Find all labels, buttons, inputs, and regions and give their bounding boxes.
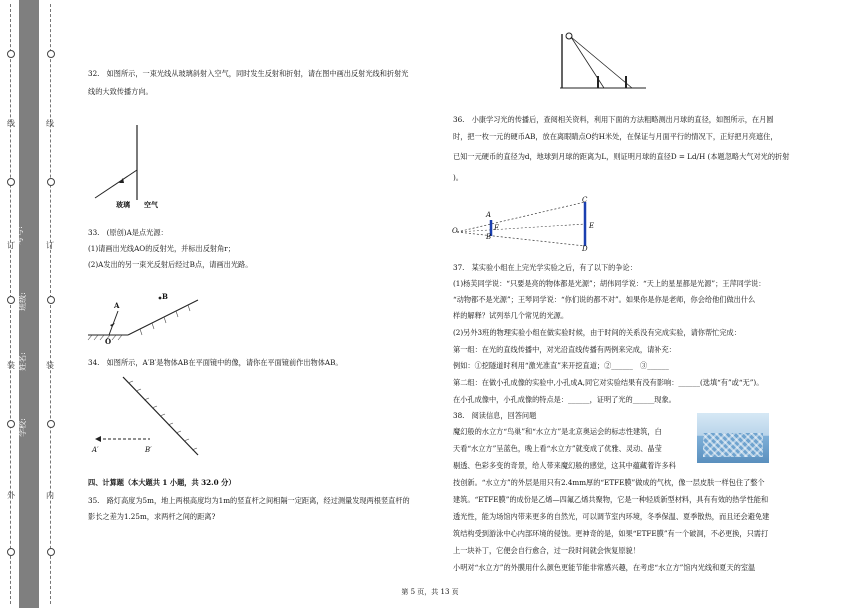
q36-text: )。 xyxy=(453,173,463,182)
q32-text: 32. 如图所示，一束光线从玻璃斜射入空气，同时发生反射和折射，请在图中画出反射光线和折射光 xyxy=(88,69,409,78)
q38-text: 上一块补丁，它便会自行愈合，过一段时间就会恢复原貌！ xyxy=(453,546,640,555)
gutter-fold-label: 装 xyxy=(7,361,15,370)
punch-circle xyxy=(47,548,55,556)
q35-lamp-figure xyxy=(560,30,650,90)
q35-text: 影长之差为1.25m，求两杆之间的距离? xyxy=(88,512,216,521)
inner-cut-line xyxy=(50,4,51,604)
q38-text: 筑结构受到游泳中心内部环境的侵蚀。更神奇的是，如果“ETFE膜”有一个破洞，不必更换，只需打 xyxy=(453,529,769,538)
q33-label-a: A xyxy=(114,301,120,310)
exam-no-label: 考号: xyxy=(14,226,24,245)
school-label: 学校: xyxy=(17,418,27,437)
q37-text: 样的解释？试列举几个常见的光源。 xyxy=(453,311,569,320)
gutter-line-label: 线 xyxy=(46,119,54,128)
punch-circle xyxy=(7,50,15,58)
punch-circle xyxy=(7,548,15,556)
gutter-fold-label: 装 xyxy=(46,361,54,370)
q37-text: 第二组：在做小孔成像的实验中,小孔成A,同它对实验结果有没有影响：______(选填“有”或“无”)。 xyxy=(453,378,764,387)
q36-text: 36. 小康学习光的传播后，查阅相关资料，利用下面的方法粗略测出月球的直径，如图所示，在月圆 xyxy=(453,115,774,124)
q36-text: 时，把一枚一元的硬币AB，放在离眼睛点O约H米处，在保证与月面平行的情况下，正好把月亮遮住， xyxy=(453,132,778,141)
q34-text: 34. 如图所示，A′B′是物体AB在平面镜中的像，请你在平面镜前作出物体AB。 xyxy=(88,358,343,367)
q36-figure xyxy=(455,200,605,250)
punch-circle xyxy=(47,178,55,186)
q32-glass-label: 玻璃 xyxy=(116,200,130,209)
q33-part1: (1)请画出光线AO的反射光，并标出反射角r； xyxy=(88,244,235,253)
q34-label-a: A′ xyxy=(92,446,99,454)
q38-text: 小明对“水立方”的外膜用什么颜色更能节能非常感兴趣，在考虑“水立方”馆内光线和夏天的室温 xyxy=(453,563,756,572)
gutter-line-label: 线 xyxy=(7,119,15,128)
q38-text: 透光性，能为场馆内带来更多的自然光，可以调节室内环境，冬季保温、夏季散热，而且还会避免建 xyxy=(453,512,770,521)
q37-text: (2)另外3班的物理实验小组在做实验时候，由于时间的关系没有完成实验，请你帮忙完成： xyxy=(453,328,741,337)
q36-label-a: A xyxy=(486,211,492,219)
q38-text: 天看“水立方”呈蓝色，晚上看“水立方”就变成了优雅、灵动、晶莹 xyxy=(453,444,662,453)
q36-text: 已知一元硬币的直径为d，地球到月球的距离为L，则证明月球的直径D = Ld/H (本题忽略大气对光的折射 xyxy=(453,152,790,161)
gutter-outer-label: 外 xyxy=(7,491,15,500)
gutter-binding-label: 订 xyxy=(46,241,54,250)
q37-example: 例如：①挖隧道时利用“激光准直”来开挖直道；②______ ③______ xyxy=(453,361,669,370)
punch-circle xyxy=(47,420,55,428)
q36-label-e: E xyxy=(589,222,595,230)
q36-label-c: C xyxy=(582,196,588,204)
q37-text: “动物都不是光源”；王琴同学说：“你们说的都不对”。如果你是你是老师，你会给他们做出什么 xyxy=(453,295,756,304)
binding-gutter xyxy=(0,0,62,608)
q36-label-b: B xyxy=(486,233,492,241)
q32-air-label: 空气 xyxy=(144,200,158,209)
name-label: 姓名: xyxy=(17,352,27,371)
punch-circle xyxy=(7,178,15,186)
page-number: 第 5 页，共 13 页 xyxy=(401,588,459,596)
q37-text: 在小孔成像中，小孔成像的特点是：______，证明了光的______现象。 xyxy=(453,395,676,404)
section-heading: 四、计算题（本大题共 1 小题，共 32.0 分） xyxy=(88,478,236,487)
q37-text: 第一组：在光的直线传播中，对光沿直线传播有两例来完成，请补充： xyxy=(453,345,676,354)
q36-label-f: F xyxy=(494,224,499,232)
q37-title: 37. 某实验小组在上完光学实验之后，有了以下的争论： xyxy=(453,263,637,272)
outer-cut-line xyxy=(10,4,11,604)
q35-text: 35. 路灯高度为5m，地上两根高度均为1m的竖直杆之间相隔一定距离，经过测量发现两根竖直杆的 xyxy=(88,496,410,505)
q33-label-b: B xyxy=(162,292,168,301)
gutter-binding-label: 订 xyxy=(7,241,15,250)
q33-part2: (2)A发出的另一束光反射后经过B点，请画出光路。 xyxy=(88,260,253,269)
gutter-inner-label: 内 xyxy=(46,491,54,500)
q33-label-o: O xyxy=(105,337,112,346)
punch-circle xyxy=(7,296,15,304)
class-label: 班级: xyxy=(17,292,27,311)
q33-title: 33. (原创)A是点光源： xyxy=(88,228,168,237)
water-cube-photo xyxy=(697,413,769,463)
q34-label-b: B′ xyxy=(145,446,152,454)
q36-label-d: D xyxy=(582,245,588,253)
q32-text: 线的大致传播方向。 xyxy=(88,87,153,96)
q38-text: 魔幻般的水立方“鸟巢”和“水立方”是北京奥运会的标志性建筑，白 xyxy=(453,427,662,436)
punch-circle xyxy=(47,50,55,58)
q36-label-o: O xyxy=(452,227,458,235)
q38-text: 剔透、色彩多变的奇景，给人带来魔幻般的感觉，这其中蕴藏着许多科 xyxy=(453,461,676,470)
q38-title: 38. 阅读信息，回答问题 xyxy=(453,411,537,420)
q38-text: 建筑。“ETFE膜”的成份是乙烯—四氟乙烯共聚物，它是一种轻质新型材料，具有有效的热学性能和 xyxy=(453,495,769,504)
punch-circle xyxy=(47,296,55,304)
punch-circle xyxy=(7,420,15,428)
q37-text: (1)杨芙同学说：“只要是亮的物体都是光源”；胡伟同学说：“天上的星星都是光源”；王萍同学说： xyxy=(453,279,766,288)
q38-text: 技创新。“水立方”的外层是用只有2.4mm厚的“ETFE膜”做成的气枕，像一层皮肤一样包住了整个 xyxy=(453,478,765,487)
